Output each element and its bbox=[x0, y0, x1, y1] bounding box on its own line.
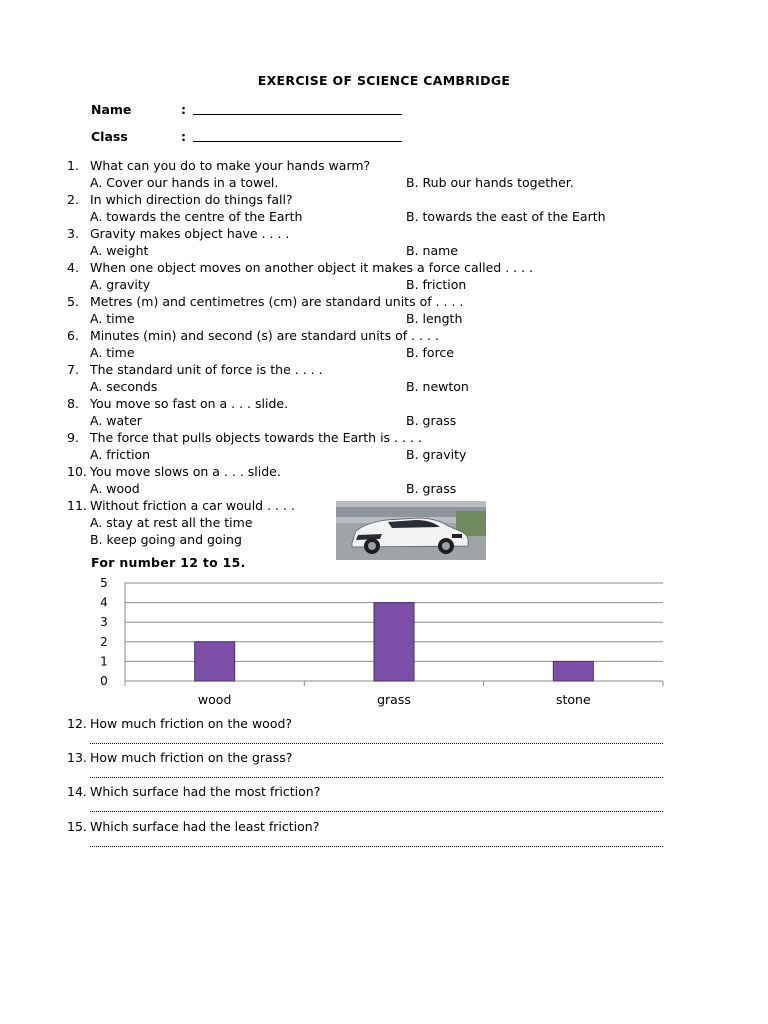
y-tick-label: 5 bbox=[100, 576, 108, 590]
option-b: B. towards the east of the Earth bbox=[406, 209, 606, 224]
question-number: 4. bbox=[67, 260, 79, 275]
question-text: How much friction on the wood? bbox=[90, 716, 293, 731]
option-a: A. time bbox=[90, 345, 135, 360]
question-number: 15. bbox=[67, 819, 87, 834]
option-a: A. seconds bbox=[90, 379, 158, 394]
y-tick-label: 4 bbox=[100, 595, 108, 610]
question-number: 5. bbox=[67, 294, 79, 309]
class-colon: : bbox=[181, 129, 186, 144]
question-text: The standard unit of force is the . . . . bbox=[90, 362, 323, 377]
name-label: Name bbox=[91, 102, 132, 117]
question-text: The force that pulls objects towards the Earth is . . . . bbox=[90, 430, 422, 445]
question-text: When one object moves on another object it makes a force called . . . . bbox=[90, 260, 534, 275]
option-a: A. water bbox=[90, 413, 142, 428]
question-text: Which surface had the most friction? bbox=[90, 784, 321, 799]
option-b: B. force bbox=[406, 345, 454, 360]
option-b: B. newton bbox=[406, 379, 469, 394]
question-number: 2. bbox=[67, 192, 79, 207]
y-tick-label: 1 bbox=[100, 654, 108, 669]
question-text: You move slows on a . . . slide. bbox=[90, 464, 281, 479]
answer-line[interactable] bbox=[90, 777, 663, 778]
question-number: 3. bbox=[67, 226, 79, 241]
option-b: B. length bbox=[406, 311, 463, 326]
answer-line[interactable] bbox=[90, 743, 663, 744]
car-photo bbox=[336, 501, 486, 560]
question-text: In which direction do things fall? bbox=[90, 192, 293, 207]
answer-line[interactable] bbox=[90, 811, 663, 812]
question-number: 13. bbox=[67, 750, 87, 765]
option-a: A. towards the centre of the Earth bbox=[90, 209, 303, 224]
bar-grass bbox=[374, 603, 414, 681]
option-b: B. friction bbox=[406, 277, 467, 292]
option-b: B. name bbox=[406, 243, 458, 258]
option-a: A. Cover our hands in a towel. bbox=[90, 175, 279, 190]
y-tick-label: 2 bbox=[100, 634, 108, 649]
question-number: 11. bbox=[67, 498, 87, 513]
x-tick-label: stone bbox=[555, 692, 591, 707]
question-number: 14. bbox=[67, 784, 87, 799]
friction-bar-chart bbox=[90, 575, 670, 710]
option-b: B. grass bbox=[406, 413, 457, 428]
question-number: 10. bbox=[67, 464, 87, 479]
x-tick-label: grass bbox=[377, 692, 411, 707]
worksheet-title: EXERCISE OF SCIENCE CAMBRIDGE bbox=[257, 73, 511, 88]
option-a: A. time bbox=[90, 311, 135, 326]
option-b: B. keep going and going bbox=[90, 532, 242, 547]
option-a: A. friction bbox=[90, 447, 151, 462]
option-a: A. stay at rest all the time bbox=[90, 515, 253, 530]
question-text: Minutes (min) and second (s) are standard units of . . . . bbox=[90, 328, 439, 343]
option-a: A. gravity bbox=[90, 277, 151, 292]
class-field[interactable] bbox=[193, 141, 402, 142]
class-label: Class bbox=[91, 129, 128, 144]
question-number: 12. bbox=[67, 716, 87, 731]
option-a: A. weight bbox=[90, 243, 149, 258]
option-b: B. gravity bbox=[406, 447, 467, 462]
chart-intro: For number 12 to 15. bbox=[91, 555, 246, 570]
option-b: B. Rub our hands together. bbox=[406, 175, 574, 190]
option-a: A. wood bbox=[90, 481, 140, 496]
name-colon: : bbox=[181, 102, 186, 117]
question-text: Which surface had the least friction? bbox=[90, 819, 320, 834]
question-text: You move so fast on a . . . slide. bbox=[90, 396, 289, 411]
bar-stone bbox=[553, 661, 593, 681]
y-tick-label: 3 bbox=[100, 615, 108, 630]
question-number: 9. bbox=[67, 430, 79, 445]
question-number: 1. bbox=[67, 158, 79, 173]
question-number: 6. bbox=[67, 328, 79, 343]
question-number: 8. bbox=[67, 396, 79, 411]
question-text: What can you do to make your hands warm? bbox=[90, 158, 371, 173]
question-text: How much friction on the grass? bbox=[90, 750, 293, 765]
option-b: B. grass bbox=[406, 481, 457, 496]
name-field[interactable] bbox=[193, 114, 402, 115]
x-tick-label: wood bbox=[197, 692, 232, 707]
answer-line[interactable] bbox=[90, 846, 663, 847]
y-tick-label: 0 bbox=[100, 674, 108, 688]
question-text: Metres (m) and centimetres (cm) are standard units of . . . . bbox=[90, 294, 464, 309]
question-text: Without friction a car would . . . . bbox=[90, 498, 295, 513]
question-text: Gravity makes object have . . . . bbox=[90, 226, 290, 241]
bar-wood bbox=[195, 642, 235, 681]
question-number: 7. bbox=[67, 362, 79, 377]
